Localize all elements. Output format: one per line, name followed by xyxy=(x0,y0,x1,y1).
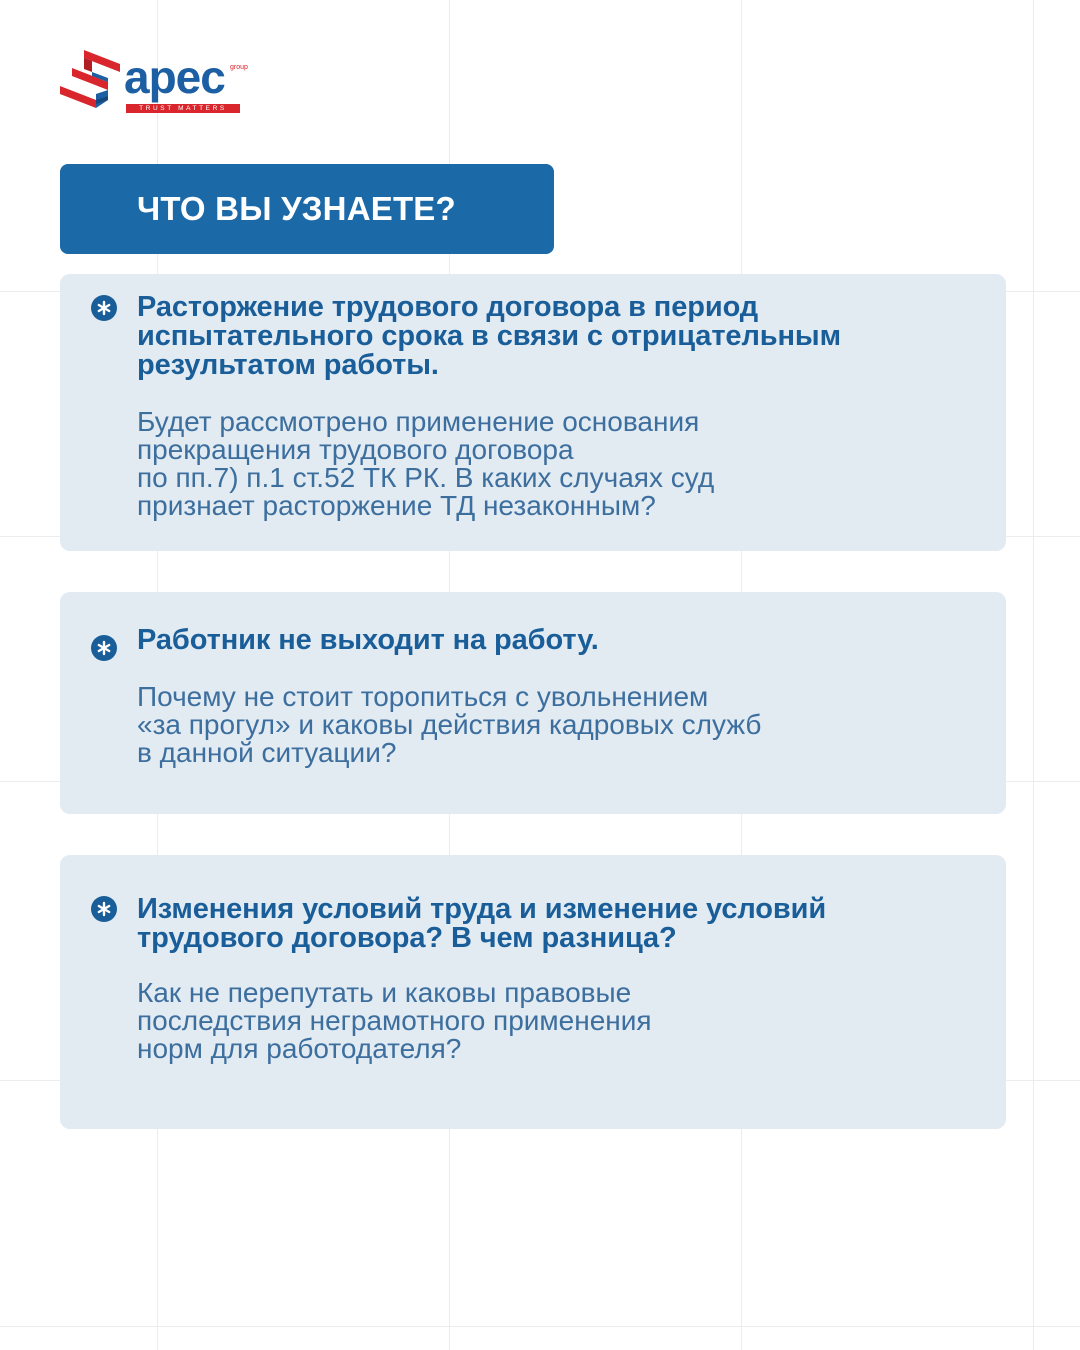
description-line: Почему не стоит торопиться с увольнением xyxy=(137,681,709,712)
section-header xyxy=(60,164,554,254)
grid-line xyxy=(1033,0,1034,1350)
description-line: по пп.7) п.1 ст.52 ТК РК. В каких случаях суд xyxy=(137,462,715,493)
logo-group-label: group xyxy=(230,64,248,71)
description-line: Как не перепутать и каковы правовые xyxy=(137,977,632,1008)
description-line: «за прогул» и каковы действия кадровых служб xyxy=(137,709,762,740)
card-title: Расторжение трудового договора в период испытательного срока в связи с отрицательным результатом работы. xyxy=(137,291,841,381)
card-title: Работник не выходит на работу. xyxy=(137,624,599,656)
logo-wordmark: apec xyxy=(124,51,225,103)
info-card xyxy=(60,274,1006,551)
description-line: Будет рассмотрено применение основания xyxy=(137,406,700,437)
card-title: Изменения условий труда и изменение условий трудового договора? В чем разница? xyxy=(137,893,827,954)
card-description xyxy=(137,979,966,1063)
info-card xyxy=(60,855,1006,1129)
brand-logo xyxy=(58,50,248,116)
grid-line xyxy=(0,1326,1080,1327)
description-line: последствия неграмотного применения xyxy=(137,1005,652,1036)
card-description xyxy=(137,408,966,520)
description-line: в данной ситуации? xyxy=(137,737,397,768)
description-line: прекращения трудового договора xyxy=(137,434,574,465)
asterisk-bullet-icon xyxy=(90,895,118,923)
info-card xyxy=(60,592,1006,814)
asterisk-bullet-icon xyxy=(90,294,118,322)
description-line: норм для работодателя? xyxy=(137,1033,462,1064)
logo-tagline: TRUST MATTERS xyxy=(126,104,240,113)
description-line: признает расторжение ТД незаконным? xyxy=(137,490,656,521)
asterisk-bullet-icon xyxy=(90,634,118,662)
page-title: ЧТО ВЫ УЗНАЕТЕ? xyxy=(137,190,456,227)
logo-mark-icon xyxy=(58,50,124,116)
card-description xyxy=(137,683,966,767)
